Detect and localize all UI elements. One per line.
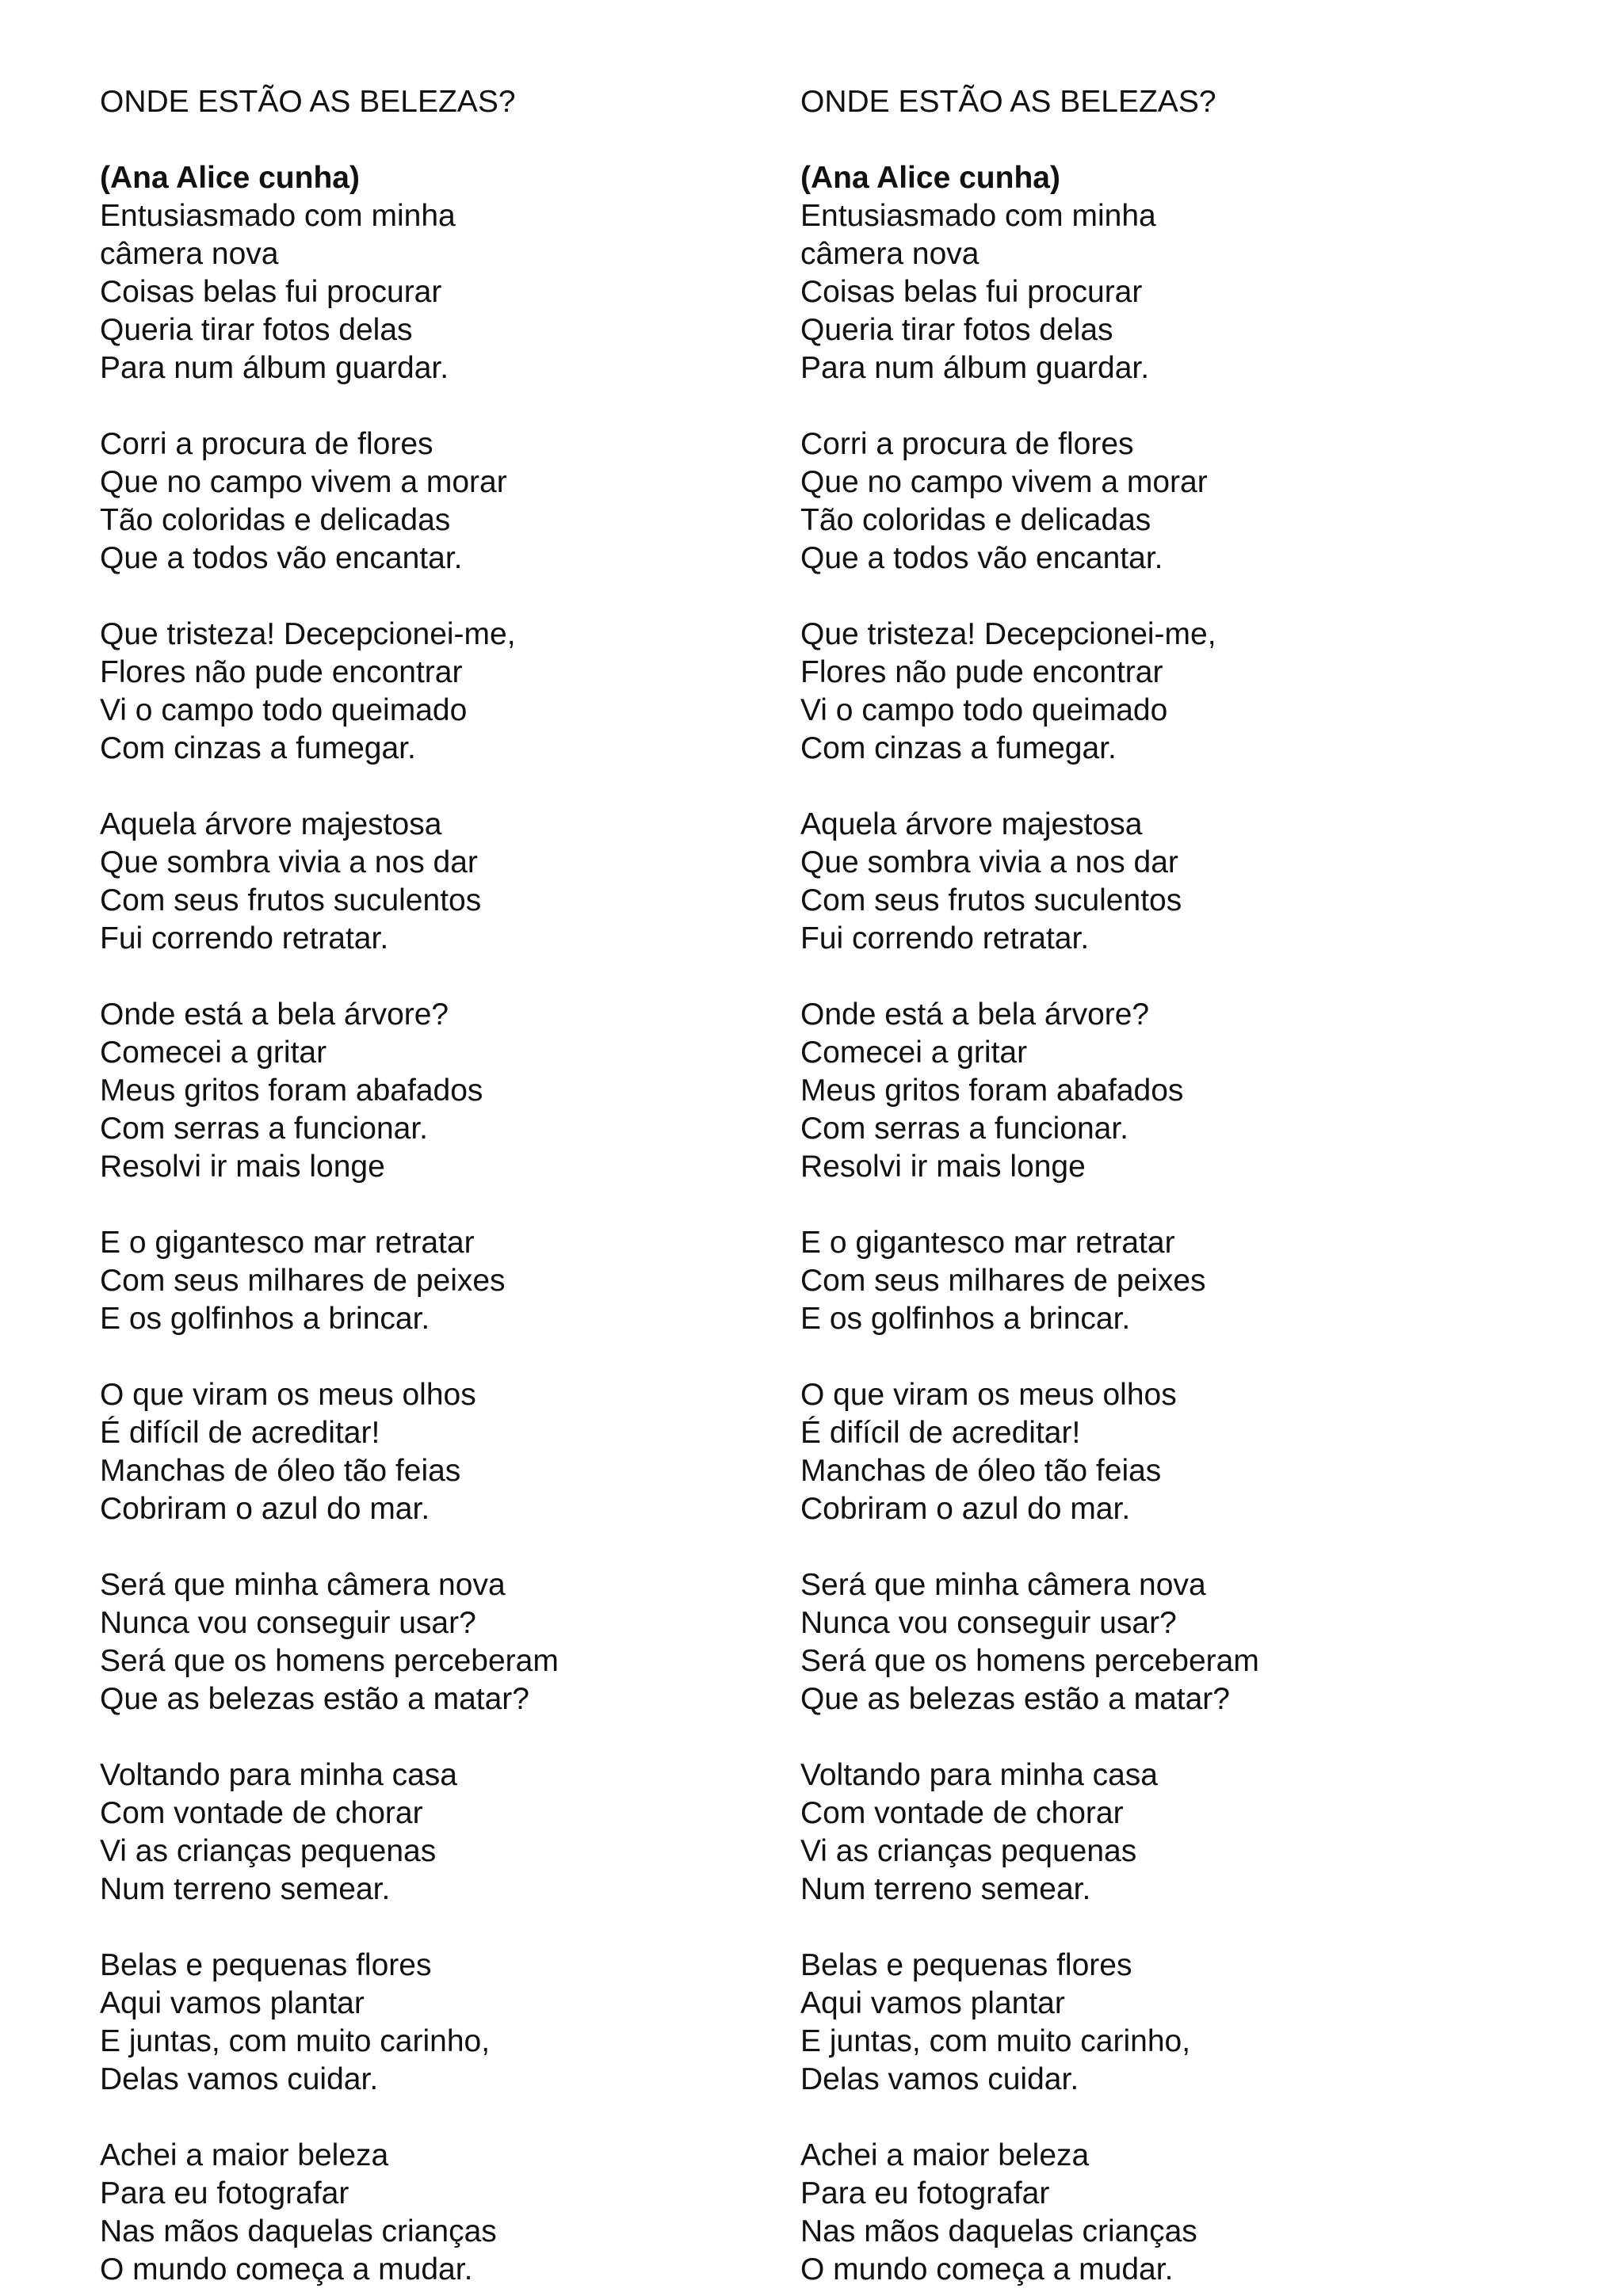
poem-line: Vi o campo todo queimado [100, 693, 468, 727]
poem-line: Meus gritos foram abafados [100, 1074, 483, 1108]
poem-line: Que a todos vão encantar. [800, 541, 1163, 575]
poem-line: Queria tirar fotos delas [100, 313, 413, 347]
poem-line: Belas e pequenas flores [800, 1948, 1132, 1982]
poem-line: Será que minha câmera nova [800, 1568, 1206, 1602]
poem-line: Com serras a funcionar. [800, 1112, 1129, 1146]
poem-line: Voltando para minha casa [100, 1758, 457, 1792]
poem-line: Que tristeza! Decepcionei-me, [800, 617, 1216, 651]
poem-line: Vi o campo todo queimado [800, 693, 1168, 727]
poem-line: Onde está a bela árvore? [100, 997, 449, 1032]
poem-line: Comecei a gritar [100, 1035, 327, 1070]
poem-line: Que no campo vivem a morar [800, 465, 1208, 499]
stanza-break [100, 1528, 781, 1566]
poem-line: Voltando para minha casa [800, 1758, 1158, 1792]
poem-line: Meus gritos foram abafados [800, 1074, 1184, 1108]
poem-line: Manchas de óleo tão feias [100, 1454, 461, 1488]
stanza-break [800, 1718, 1482, 1756]
poem-line: Com seus milhares de peixes [800, 1264, 1206, 1298]
poem-line: Nunca vou conseguir usar? [800, 1606, 1177, 1640]
poem-line: Resolvi ir mais longe [800, 1150, 1086, 1184]
poem-line: Para num álbum guardar. [800, 351, 1150, 385]
poem-line: Tão coloridas e delicadas [800, 503, 1151, 537]
poem-line: Cobriram o azul do mar. [800, 1492, 1131, 1526]
poem-line: Delas vamos cuidar. [800, 2062, 1079, 2096]
poem-line: Flores não pude encontrar [800, 655, 1163, 689]
stanza-break [100, 1338, 781, 1376]
stanza-break [100, 1909, 781, 1947]
poem-line: E os golfinhos a brincar. [100, 1302, 430, 1336]
poem-line: Coisas belas fui procurar [800, 275, 1143, 309]
stanza-break [800, 768, 1482, 806]
poem-line: Resolvi ir mais longe [100, 1150, 385, 1184]
poem-author: (Ana Alice cunha) [800, 161, 1060, 195]
poem-line: Será que os homens perceberam [100, 1644, 559, 1678]
poem-line: E o gigantesco mar retratar [800, 1226, 1175, 1260]
poem-title: ONDE ESTÃO AS BELEZAS? [800, 85, 1216, 119]
stanza-break [800, 578, 1482, 616]
poem-line: Corri a procura de flores [800, 427, 1134, 461]
poem-line: É difícil de acreditar! [100, 1416, 380, 1450]
poem-line: É difícil de acreditar! [800, 1416, 1081, 1450]
poem-line: Aquela árvore majestosa [800, 807, 1143, 841]
poem-line: Nunca vou conseguir usar? [100, 1606, 476, 1640]
poem-line: Que as belezas estão a matar? [800, 1682, 1230, 1716]
stanza-break [800, 1909, 1482, 1947]
poem-line: Manchas de óleo tão feias [800, 1454, 1162, 1488]
poem-line: Para eu fotografar [800, 2176, 1050, 2210]
stanza-break [800, 1528, 1482, 1566]
stanza-break [800, 2099, 1482, 2137]
poem-line: Com cinzas a fumegar. [100, 731, 416, 765]
poem-line: Fui correndo retratar. [800, 921, 1090, 955]
poem-line: Para eu fotografar [100, 2176, 349, 2210]
poem-line: Onde está a bela árvore? [800, 997, 1150, 1032]
poem-line: Será que os homens perceberam [800, 1644, 1259, 1678]
poem-line: Vi as crianças pequenas [800, 1834, 1137, 1868]
poem-line: O que viram os meus olhos [800, 1378, 1177, 1412]
poem-line: Que a todos vão encantar. [100, 541, 463, 575]
poem-line: Que sombra vivia a nos dar [100, 845, 478, 879]
poem-column-left [100, 83, 781, 2289]
poem-line: Com serras a funcionar. [100, 1112, 429, 1146]
blank-line [100, 121, 781, 159]
poem-line: Entusiasmado com minha [100, 199, 456, 233]
poem-line: Com seus frutos suculentos [800, 883, 1182, 917]
poem-line: Vi as crianças pequenas [100, 1834, 437, 1868]
poem-line: Fui correndo retratar. [100, 921, 389, 955]
poem-line: Que sombra vivia a nos dar [800, 845, 1178, 879]
poem-line: Flores não pude encontrar [100, 655, 463, 689]
stanza-break [100, 958, 781, 996]
poem-line: Nas mãos daquelas crianças [100, 2214, 497, 2248]
poem-line: Aqui vamos plantar [800, 1986, 1065, 2020]
stanza-break [100, 768, 781, 806]
stanza-break [100, 387, 781, 425]
poem-line: Com seus milhares de peixes [100, 1264, 506, 1298]
poem-line: E os golfinhos a brincar. [800, 1302, 1131, 1336]
poem-line: Com vontade de chorar [800, 1796, 1124, 1830]
poem-line: Será que minha câmera nova [100, 1568, 506, 1602]
poem-line: câmera nova [100, 237, 279, 271]
poem-line: Belas e pequenas flores [100, 1948, 432, 1982]
stanza-break [800, 387, 1482, 425]
poem-title: ONDE ESTÃO AS BELEZAS? [100, 85, 516, 119]
poem-line: Com vontade de chorar [100, 1796, 423, 1830]
stanza-break [100, 578, 781, 616]
poem-author: (Ana Alice cunha) [100, 161, 360, 195]
poem-line: Queria tirar fotos delas [800, 313, 1113, 347]
poem-line: O que viram os meus olhos [100, 1378, 476, 1412]
poem-line: Achei a maior beleza [100, 2138, 389, 2172]
poem-line: Com cinzas a fumegar. [800, 731, 1117, 765]
poem-line: Nas mãos daquelas crianças [800, 2214, 1197, 2248]
stanza-break [100, 1186, 781, 1224]
stanza-break [100, 1718, 781, 1756]
poem-line: Entusiasmado com minha [800, 199, 1156, 233]
poem-line: Comecei a gritar [800, 1035, 1028, 1070]
poem-line: câmera nova [800, 237, 980, 271]
poem-line: Que as belezas estão a matar? [100, 1682, 529, 1716]
stanza-break [800, 1338, 1482, 1376]
poem-line: Coisas belas fui procurar [100, 275, 442, 309]
poem-line: Num terreno semear. [100, 1872, 391, 1906]
poem-line: O mundo começa a mudar. [100, 2252, 473, 2286]
poem-line: E o gigantesco mar retratar [100, 1226, 475, 1260]
poem-line: Num terreno semear. [800, 1872, 1091, 1906]
poem-line: Cobriram o azul do mar. [100, 1492, 430, 1526]
stanza-break [100, 2099, 781, 2137]
poem-line: E juntas, com muito carinho, [800, 2024, 1191, 2058]
poem-column-right [800, 83, 1482, 2289]
poem-line: Que tristeza! Decepcionei-me, [100, 617, 516, 651]
poem-line: Aquela árvore majestosa [100, 807, 442, 841]
poem-line: Com seus frutos suculentos [100, 883, 482, 917]
stanza-break [800, 958, 1482, 996]
poem-line: Corri a procura de flores [100, 427, 433, 461]
poem-line: O mundo começa a mudar. [800, 2252, 1174, 2286]
stanza-break [800, 1186, 1482, 1224]
poem-line: Achei a maior beleza [800, 2138, 1090, 2172]
poem-line: E juntas, com muito carinho, [100, 2024, 491, 2058]
poem-line: Para num álbum guardar. [100, 351, 449, 385]
poem-line: Que no campo vivem a morar [100, 465, 507, 499]
poem-line: Aqui vamos plantar [100, 1986, 365, 2020]
blank-line [800, 121, 1482, 159]
poem-line: Tão coloridas e delicadas [100, 503, 451, 537]
poem-line: Delas vamos cuidar. [100, 2062, 379, 2096]
